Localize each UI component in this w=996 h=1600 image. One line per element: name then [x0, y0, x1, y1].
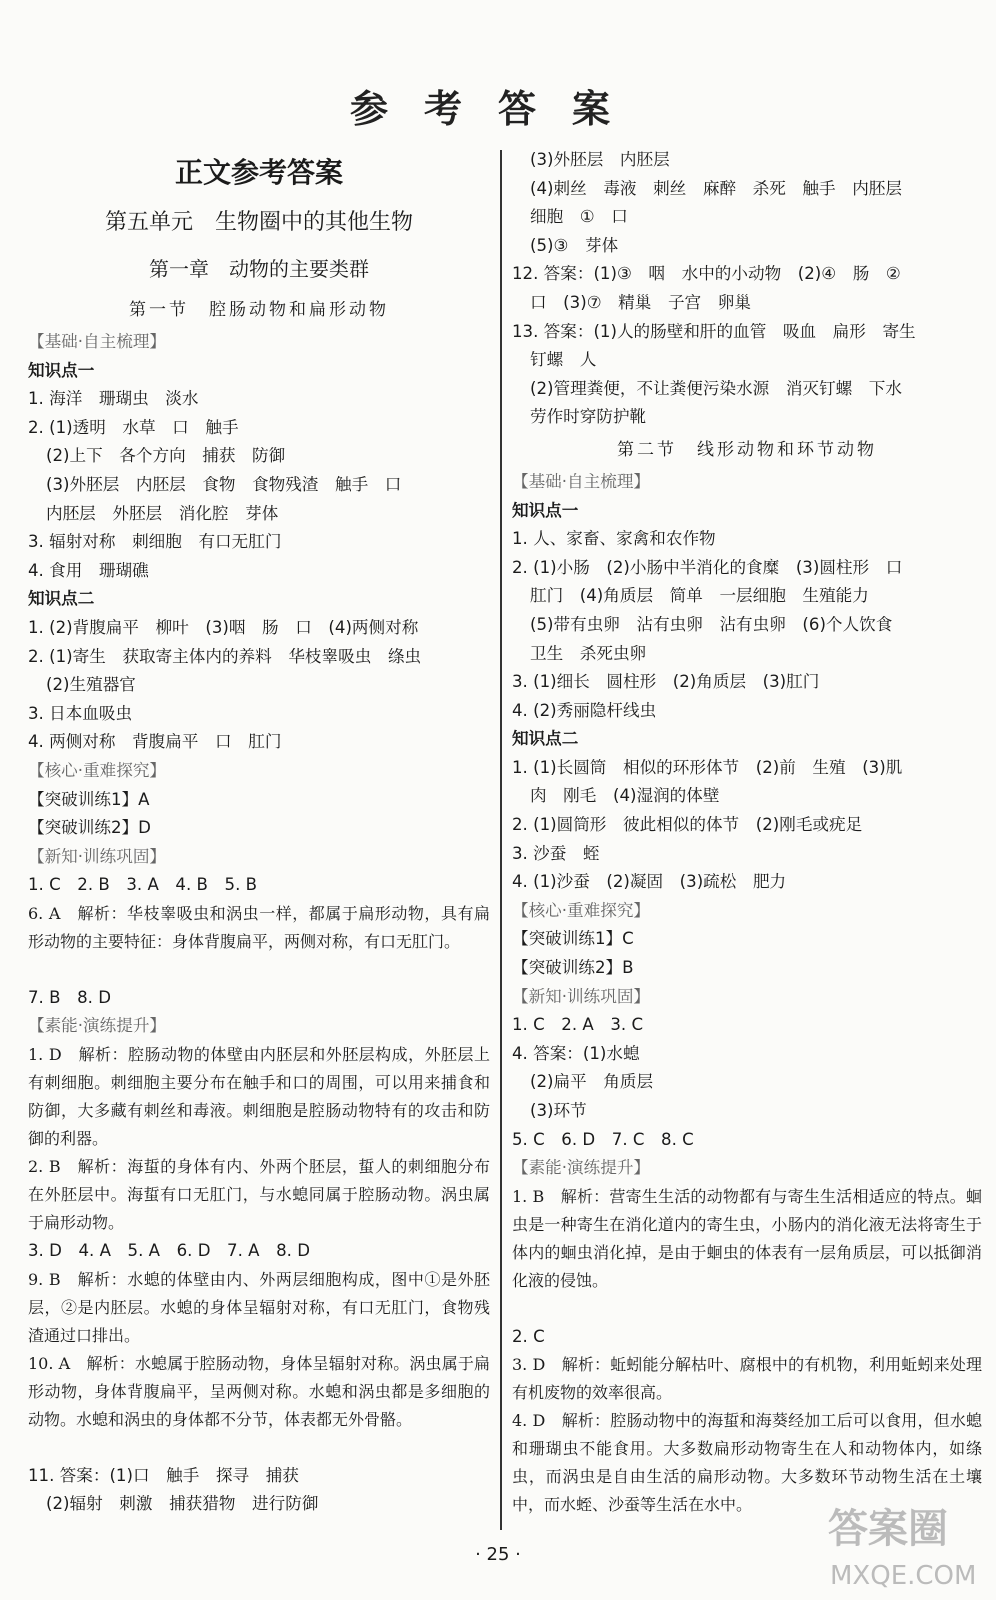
answer-line-indented: (5)③ 芽体: [530, 235, 619, 255]
answer-line-indented: (3)外胚层 内胚层 食物 食物残渣 触手 口: [46, 474, 402, 494]
answer-line-indented: 肛门 (4)角质层 简单 一层细胞 生殖能力: [530, 586, 869, 606]
watermark-icon: [824, 1484, 974, 1594]
lesson-heading: 第二节 线形动物和环节动物: [617, 439, 877, 460]
knowledge-point-heading: 知识点二: [512, 729, 579, 749]
answer-line-indented: (5)带有虫卵 沾有虫卵 沾有虫卵 (6)个人饮食: [530, 614, 893, 634]
answer-line: 5. C 6. D 7. C 8. C: [512, 1129, 694, 1149]
category-tag: 【素能·演练提升】: [512, 1158, 651, 1178]
answer-line: 2. C: [512, 1326, 545, 1346]
answer-line: 1. (1)长圆筒 相似的环形体节 (2)前 生殖 (3)肌: [512, 757, 903, 777]
answer-line: 【突破训练1】A: [28, 789, 150, 809]
category-tag: 【核心·重难探究】: [28, 760, 167, 780]
answer-line: 2. (1)小肠 (2)小肠中半消化的食糜 (3)圆柱形 口: [512, 557, 903, 577]
explanation-paragraph: 1. B 解析：营寄生生活的动物都有与寄生生活相适应的特点。蛔虫是一种寄生在消化道内的寄生虫，小肠内的消化液无法将寄生于体内的蛔虫消化掉，是由于蛔虫的体表有一层角质层，可以抵御消化液的侵蚀。: [512, 1186, 982, 1290]
knowledge-point-heading: 知识点二: [28, 589, 95, 609]
answer-line: 4. 答案：(1)水螅: [512, 1043, 640, 1063]
category-tag: 【素能·演练提升】: [28, 1016, 167, 1036]
answer-line-indented: (3)外胚层 内胚层: [530, 150, 670, 169]
chapter-heading: 第一章 动物的主要类群: [149, 257, 369, 281]
answer-line-indented: (2)生殖器官: [46, 675, 136, 695]
answer-line: 4. 食用 珊瑚礁: [28, 560, 149, 580]
answer-line: 1. 海洋 珊瑚虫 淡水: [28, 389, 199, 409]
answer-line-indented: (2)管理粪便，不让粪便污染水源 消灭钉螺 下水: [530, 378, 902, 398]
explanation-paragraph: 10. A 解析：水螅属于腔肠动物，身体呈辐射对称。涡虫属于扁形动物，身体背腹扁平，呈两侧对称。水螅和涡虫都是多细胞的动物。水螅和涡虫的身体都不分节，体表都无外骨骼。: [28, 1353, 490, 1429]
answer-line: 13. 答案：(1)人的肠壁和肝的血管 吸血 扁形 寄生: [512, 321, 916, 341]
knowledge-point-heading: 知识点一: [512, 500, 579, 520]
answer-line: 3. D 4. A 5. A 6. D 7. A 8. D: [28, 1241, 310, 1261]
answer-line: 2. (1)寄生 获取寄主体内的养料 华枝睾吸虫 绦虫: [28, 646, 422, 666]
answer-line: 1. C 2. A 3. C: [512, 1015, 644, 1035]
section-heading: 正文参考答案: [174, 156, 343, 189]
answer-line-indented: 内胚层 外胚层 消化腔 芽体: [46, 503, 279, 523]
answer-line: 2. (1)透明 水草 口 触手: [28, 417, 239, 437]
category-tag: 【新知·训练巩固】: [512, 986, 651, 1006]
answer-line: 4. (1)沙蚕 (2)凝固 (3)疏松 肥力: [512, 872, 787, 892]
watermark-domain: MXQE.COM: [830, 1561, 974, 1591]
category-tag: 【基础·自主梳理】: [512, 471, 651, 491]
answer-line: 3. 沙蚕 蛭: [512, 843, 600, 863]
answer-line: 4. 两侧对称 背腹扁平 口 肛门: [28, 732, 282, 752]
answer-line: 【突破训练2】D: [28, 818, 151, 838]
answer-line-indented: (4)刺丝 毒液 刺丝 麻醉 杀死 触手 内胚层: [530, 178, 902, 198]
category-tag: 【核心·重难探究】: [512, 900, 651, 920]
answer-line: 【突破训练2】B: [512, 958, 634, 978]
knowledge-point-heading: 知识点一: [28, 360, 95, 380]
answer-line: 3. 日本血吸虫: [28, 703, 133, 723]
answer-line-indented: 口 (3)⑦ 精巢 子宫 卵巢: [530, 292, 751, 312]
explanation-paragraph: 9. B 解析：水螅的体壁由内、外两层细胞构成，图中①是外胚层，②是内胚层。水螅的身体呈辐射对称，有口无肛门，食物残渣通过口排出。: [28, 1269, 490, 1345]
watermark-logo: [824, 1484, 974, 1594]
explanation-paragraph: 6. A 解析：华枝睾吸虫和涡虫一样，都属于扁形动物，具有扁形动物的主要特征：身体背腹扁平，两侧对称，有口无肛门。: [28, 903, 490, 951]
category-tag: 【基础·自主梳理】: [28, 332, 167, 351]
category-tag: 【新知·训练巩固】: [28, 846, 167, 866]
answer-line: 7. B 8. D: [28, 987, 111, 1007]
answer-line-indented: (2)上下 各个方向 捕获 防御: [46, 446, 286, 466]
answer-line-indented: (3)环节: [530, 1101, 587, 1120]
page-number: · 25 ·: [475, 1544, 521, 1565]
answer-line: 3. (1)细长 圆柱形 (2)角质层 (3)肛门: [512, 672, 820, 692]
left-column: [28, 146, 490, 1519]
answer-line: 3. 辐射对称 刺细胞 有口无肛门: [28, 532, 282, 552]
answer-line: 12. 答案：(1)③ 咽 水中的小动物 (2)④ 肠 ②: [512, 264, 901, 284]
explanation-paragraph: 2. B 解析：海蜇的身体有内、外两个胚层，蜇人的刺细胞分布在外胚层中。海蜇有口无肛门，与水螅同属于腔肠动物。涡虫属于扁形动物。: [28, 1157, 490, 1233]
answer-line: 1. (2)背腹扁平 柳叶 (3)咽 肠 口 (4)两侧对称: [28, 617, 419, 637]
watermark-text: 答案圈: [828, 1506, 948, 1552]
answer-line: 11. 答案：(1)口 触手 探寻 捕获: [28, 1465, 299, 1485]
answer-line: 4. (2)秀丽隐杆线虫: [512, 700, 657, 720]
answer-line: 1. 人、家畜、家禽和农作物: [512, 529, 716, 549]
right-column: [512, 146, 982, 1547]
answer-line-indented: 卫生 杀死虫卵: [530, 643, 647, 663]
answer-line-indented: 肉 刚毛 (4)湿润的体壁: [530, 786, 720, 806]
explanation-paragraph: 4. D 解析：腔肠动物中的海蜇和海葵经加工后可以食用，但水螅和珊瑚虫不能食用。大多数扁形动物寄生在人和动物体内，如绦虫，而涡虫是自由生活的扁形动物。大多数环节动物生活在土壤中，而水蛭、沙蚕等生活在水中。: [512, 1411, 982, 1515]
explanation-paragraph: 3. D 解析：蚯蚓能分解枯叶、腐根中的有机物，利用蚯蚓来处理有机废物的效率很高。: [512, 1355, 982, 1403]
answer-line-indented: 劳作时穿防护靴: [530, 407, 647, 427]
page-title: 参考答案: [349, 87, 646, 131]
lesson-heading: 第一节 腔肠动物和扁形动物: [129, 300, 389, 320]
answer-line-indented: (2)辐射 刺激 捕获猎物 进行防御: [46, 1494, 319, 1514]
answer-line: 1. C 2. B 3. A 4. B 5. B: [28, 875, 257, 895]
answer-line-indented: 钉螺 人: [530, 350, 597, 370]
answer-line-indented: (2)扁平 角质层: [530, 1072, 654, 1092]
answer-line-indented: 细胞 ① 口: [530, 207, 628, 227]
answer-line: 2. (1)圆筒形 彼此相似的体节 (2)刚毛或疣足: [512, 815, 863, 835]
column-divider: [500, 150, 502, 1530]
unit-heading: 第五单元 生物圈中的其他生物: [104, 210, 413, 235]
answer-line: 【突破训练1】C: [512, 929, 634, 949]
explanation-paragraph: 1. D 解析：腔肠动物的体壁由内胚层和外胚层构成，外胚层上有刺细胞。刺细胞主要分布在触手和口的周围，可以用来捕食和防御，大多藏有刺丝和毒液。刺细胞是腔肠动物特有的攻击和防御的利器。: [28, 1045, 490, 1149]
